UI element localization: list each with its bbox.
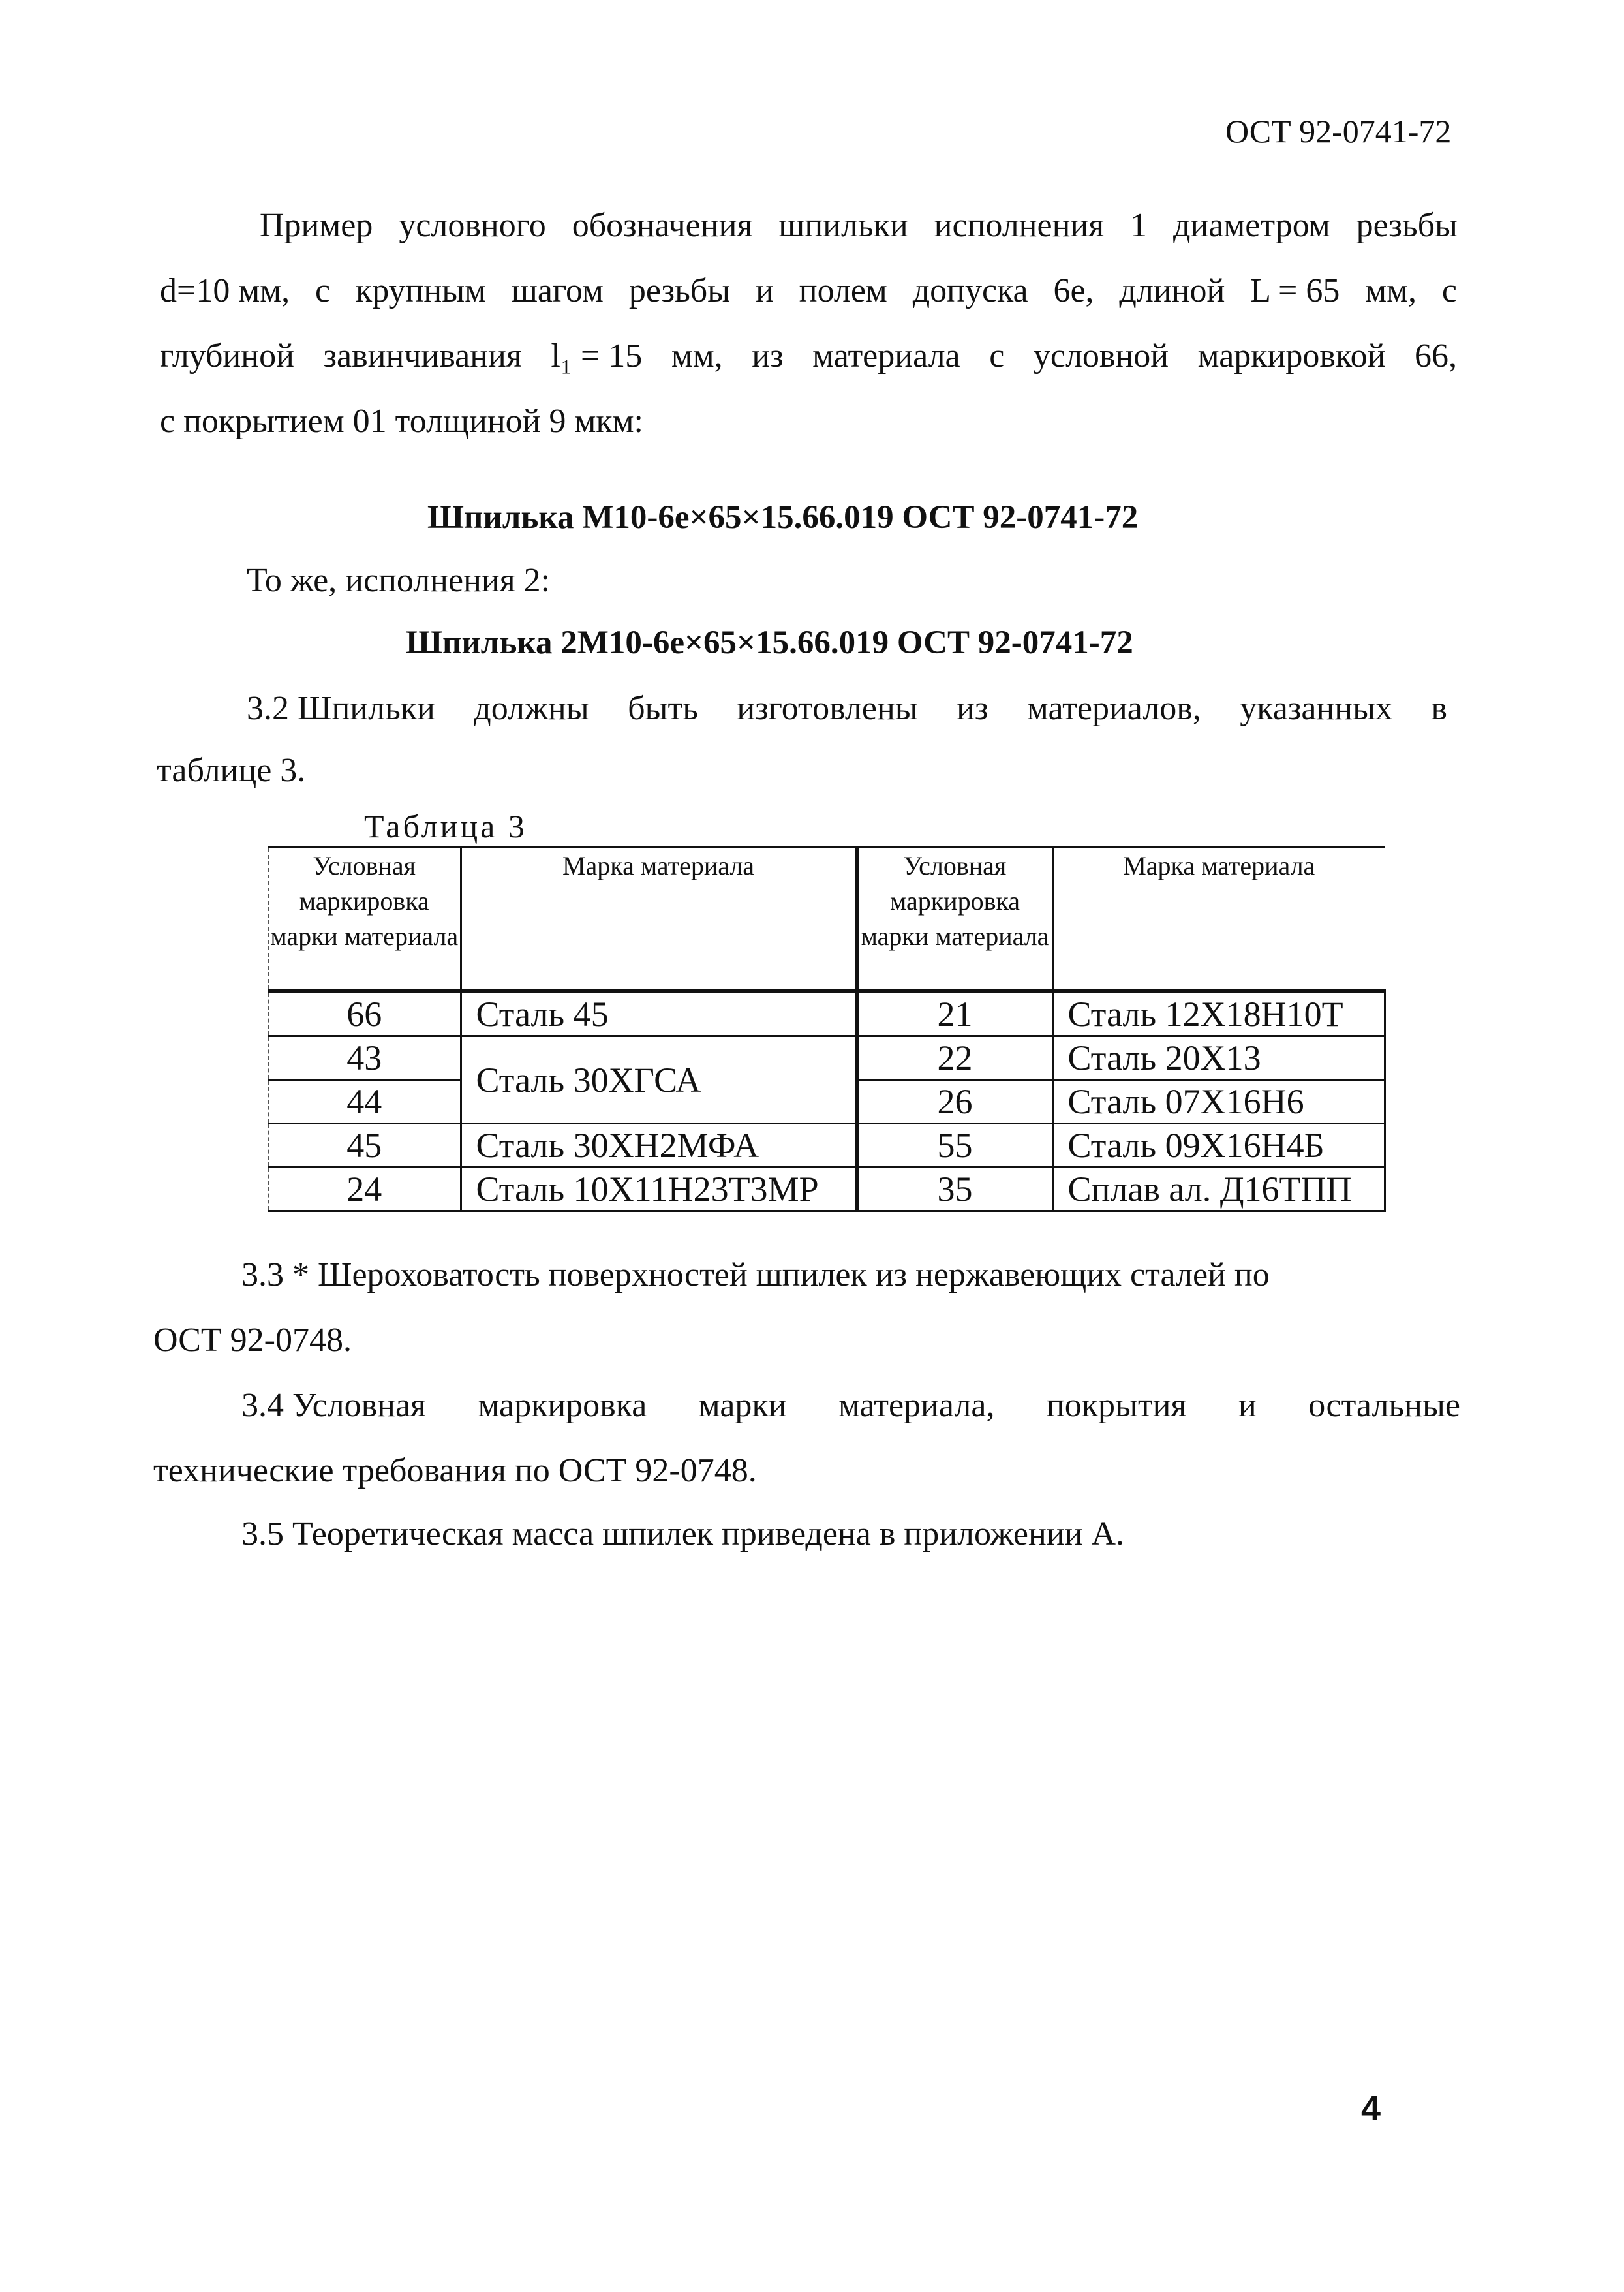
word: покрытия: [1046, 1387, 1187, 1424]
word: резьбы: [628, 272, 731, 309]
word: диаметром: [1173, 207, 1330, 244]
word: 3.4 Условная: [241, 1387, 426, 1424]
word: материала: [812, 337, 960, 375]
word: и: [756, 272, 774, 309]
word: быть: [628, 690, 698, 727]
cell-code: 35: [857, 1168, 1052, 1211]
section-3-2-line-1: [247, 692, 1447, 726]
table-caption: Таблица 3: [364, 808, 527, 844]
word: допуска: [912, 272, 1028, 309]
section-3-2-line-2: таблице 3.: [157, 752, 306, 789]
word: 3.2 Шпильки: [247, 690, 435, 727]
word: мм,: [671, 337, 723, 375]
word: условной: [1033, 337, 1169, 375]
header-code-left: Условная маркировка марки материала: [268, 848, 461, 992]
table-row: [268, 1168, 1385, 1211]
word: из: [752, 337, 784, 375]
word: и: [1238, 1387, 1257, 1424]
word: исполнения: [934, 207, 1105, 244]
header-grade-right: Марка материала: [1052, 848, 1385, 992]
word: глубиной: [160, 337, 294, 375]
table-row: [268, 1124, 1385, 1168]
cell-grade: Сталь 30ХН2МФА: [461, 1124, 857, 1168]
section-3-3-line-1: 3.3 * Шероховатость поверхностей шпилек из нержавеющих сталей по: [241, 1256, 1270, 1293]
cell-code: 45: [268, 1124, 461, 1168]
cell-grade: Сталь 10Х11Н23Т3МР: [461, 1168, 857, 1211]
cell-grade: Сталь 09Х16Н4Б: [1052, 1124, 1385, 1168]
word: должны: [474, 690, 589, 727]
designation-version-2: Шпилька 2М10-6е×65×15.66.019 ОСТ 92-0741-72: [406, 625, 1133, 661]
document-code: ОСТ 92-0741-72: [1225, 113, 1452, 149]
word: l₁ = 15: [551, 337, 643, 375]
cell-code: 55: [857, 1124, 1052, 1168]
section-3-4-line-2: технические требования по ОСТ 92-0748.: [153, 1452, 757, 1489]
word: 66,: [1414, 337, 1457, 375]
cell-grade: Сталь 20Х13: [1052, 1036, 1385, 1080]
word: с: [989, 337, 1005, 375]
example-line-1: [260, 209, 1458, 243]
header-grade-left: Марка материала: [461, 848, 857, 992]
cell-code: 66: [268, 991, 461, 1036]
table-header-row: [268, 848, 1385, 992]
word: длиной: [1119, 272, 1225, 309]
cell-code: 24: [268, 1168, 461, 1211]
example-line-4: с покрытием 01 толщиной 9 мкм:: [160, 403, 643, 440]
cell-grade: Сталь 07Х16Н6: [1052, 1080, 1385, 1124]
cell-grade: Сталь 45: [461, 991, 857, 1036]
cell-code: 26: [857, 1080, 1052, 1124]
word: с: [315, 272, 331, 309]
word: 6e,: [1053, 272, 1094, 309]
table-row: [268, 1036, 1385, 1080]
word: условного: [399, 207, 546, 244]
cell-grade-merged: Сталь 30ХГСА: [461, 1036, 857, 1124]
word: завинчивания: [323, 337, 522, 375]
word: материала,: [838, 1387, 995, 1424]
word: шпильки: [778, 207, 908, 244]
word: L = 65: [1250, 272, 1340, 309]
cell-code: 44: [268, 1080, 461, 1124]
word: изготовлены: [737, 690, 918, 727]
word: 1: [1130, 207, 1148, 244]
example-line-2: [160, 274, 1457, 308]
word: в: [1431, 690, 1447, 727]
same-version-2-label: То же, исполнения 2:: [247, 562, 551, 599]
cell-code: 21: [857, 991, 1052, 1036]
word: из: [957, 690, 988, 727]
word: крупным: [355, 272, 487, 309]
materials-table: [268, 846, 1386, 1212]
section-3-5-line-1: 3.5 Теоретическая масса шпилек приведена в приложении А.: [241, 1515, 1125, 1553]
word: маркировкой: [1197, 337, 1386, 375]
word: материалов,: [1026, 690, 1201, 727]
word: марки: [698, 1387, 787, 1424]
cell-code: 43: [268, 1036, 461, 1080]
designation-version-1: Шпилька М10-6е×65×15.66.019 ОСТ 92-0741-72: [427, 499, 1139, 536]
word: обозначения: [572, 207, 753, 244]
page-number: 4: [1361, 2089, 1381, 2128]
header-code-right: Условная маркировка марки материала: [857, 848, 1052, 992]
table-row: [268, 991, 1385, 1036]
word: резьбы: [1356, 207, 1458, 244]
word: указанных: [1240, 690, 1393, 727]
word: шагом: [511, 272, 604, 309]
word: остальные: [1308, 1387, 1460, 1424]
cell-grade: Сплав ал. Д16ТПП: [1052, 1168, 1385, 1211]
word: мм,: [1365, 272, 1417, 309]
section-3-3-line-2: ОСТ 92-0748.: [153, 1322, 352, 1359]
word: полем: [799, 272, 887, 309]
example-line-3: [160, 339, 1457, 373]
cell-grade: Сталь 12Х18Н10Т: [1052, 991, 1385, 1036]
word: с: [1441, 272, 1457, 309]
cell-code: 22: [857, 1036, 1052, 1080]
word: d=10 мм,: [160, 272, 290, 309]
section-3-4-line-1: [241, 1389, 1460, 1423]
word: маркировка: [478, 1387, 647, 1424]
word: Пример: [260, 207, 373, 244]
